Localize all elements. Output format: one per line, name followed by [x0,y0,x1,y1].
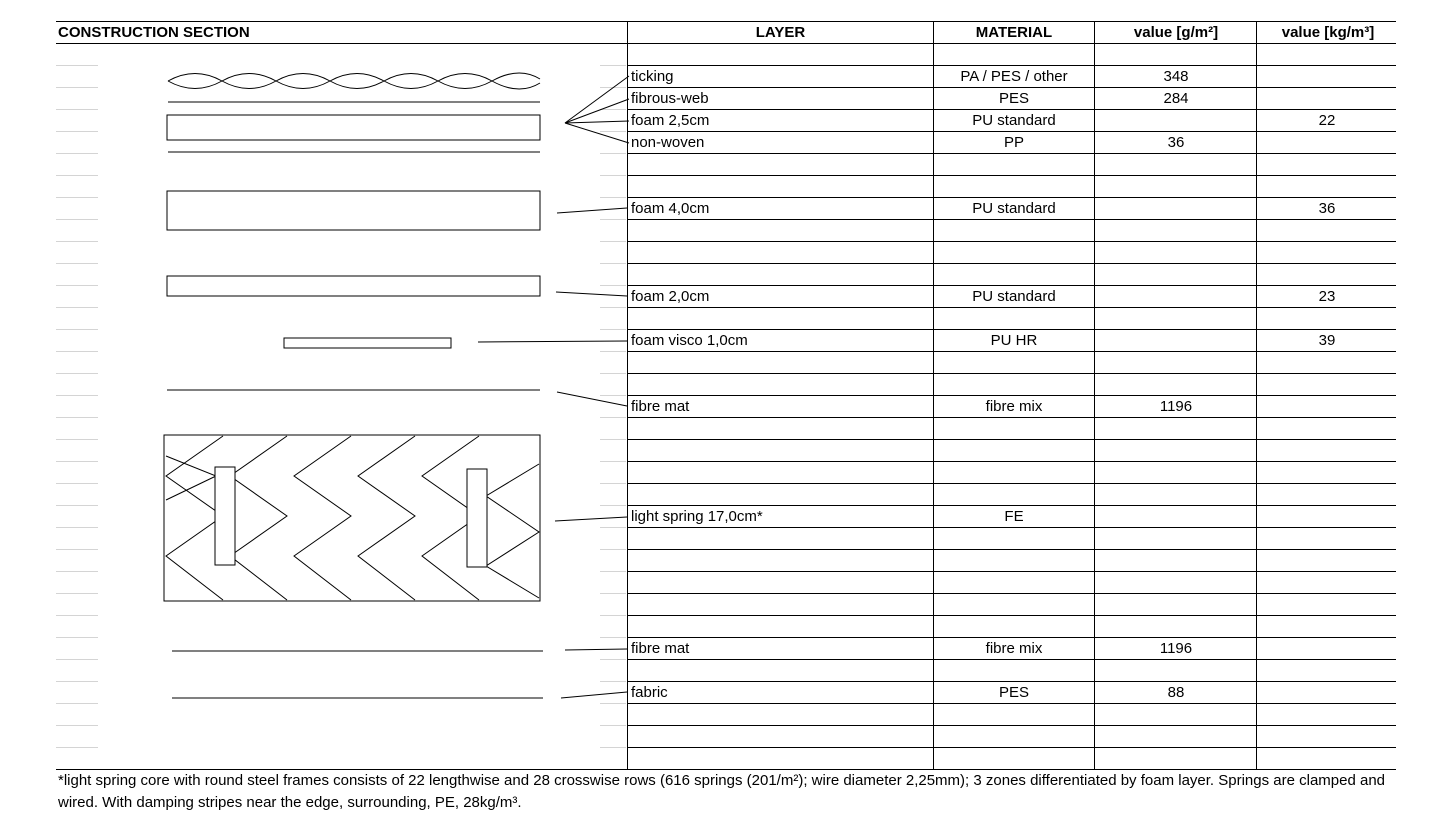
value-kg-cell: 39 [1318,332,1336,349]
leader-fibre-mat-top [557,392,627,406]
leader-light-spring [555,517,627,521]
value-g-cell: 1196 [1159,640,1193,657]
material-cell: PU standard [972,288,1056,305]
material-cell: PA / PES / other [960,68,1068,85]
material-cell: PU standard [972,112,1056,129]
value-g-cell [1095,286,1257,308]
value-g-cell: 88 [1167,684,1185,701]
foam-2-5-block [167,115,540,140]
value-kg-cell: 36 [1318,200,1336,217]
layer-column-header: LAYER [755,24,806,41]
value-kg-cell: 22 [1318,112,1336,129]
value-g-column-header: value [g/m²] [1133,24,1219,41]
edge-damping-stripe-right [467,469,487,567]
value-kg-column-header: value [kg/m³] [1281,24,1375,41]
material-cell: PU HR [990,332,1038,349]
material-cell: fibre mix [985,398,1043,415]
layer-cell: fibre mat [631,640,690,657]
layer-cell: fibre mat [631,398,690,415]
value-kg-cell [1258,66,1396,88]
layer-cell: fibrous-web [631,90,709,107]
spring-zigzag-6 [486,464,539,598]
material-cell: PES [998,90,1029,107]
leader-fabric [561,692,627,698]
value-g-cell [1095,330,1257,352]
leader-foam-2-0 [556,292,627,296]
value-g-cell: 348 [1163,68,1189,85]
construction-section-title: CONSTRUCTION SECTION [58,24,250,41]
value-kg-cell [1258,506,1396,528]
value-kg-cell [1258,638,1396,660]
layer-cell: fabric [631,684,668,701]
layer-cell: foam 2,0cm [631,288,710,305]
value-g-cell [1095,198,1257,220]
material-cell: PES [998,684,1029,701]
leader-foam-visco [478,341,627,342]
material-column-header: MATERIAL [975,24,1053,41]
material-cell: FE [1004,508,1024,525]
faint-gridlines [56,66,626,748]
leader-fibrous-web [565,99,629,123]
layer-cell: light spring 17,0cm* [631,508,763,525]
value-kg-cell: 23 [1318,288,1336,305]
leader-foam-4-0 [557,208,627,213]
footnote: *light spring core with round steel frames consists of 22 lengthwise and 28 crosswise rows (616 springs (201/m²); wire diameter 2,25mm); 3 zones differentiated by foam layer. Springs are clamped and wired. With damping stripes near the edge, surrounding, PE, 28kg/m³. [58,772,1386,811]
spring-zigzag-4 [358,436,415,600]
value-kg-cell [1258,396,1396,418]
layer-cell: non-woven [631,134,705,151]
value-g-cell: 284 [1163,90,1189,107]
layer-cell: ticking [631,68,674,85]
leader-ticking [565,76,629,123]
layer-cell: foam 2,5cm [631,112,710,129]
foam-visco-block [284,338,451,348]
leader-foam-2-5 [565,121,629,123]
value-g-cell [1095,506,1257,528]
value-g-cell: 36 [1167,134,1185,151]
foam-4-0-block [167,191,540,230]
material-cell: PU standard [972,200,1056,217]
material-cell: fibre mix [985,640,1043,657]
value-kg-cell [1258,682,1396,704]
material-cell: PP [1003,134,1024,151]
spring-zigzag-2 [230,436,287,600]
layer-cell: foam 4,0cm [631,200,710,217]
leader-non-woven [565,123,629,143]
edge-damping-stripe-left [215,467,235,565]
ticking-wave-shape [168,73,540,89]
construction-drawing [164,73,629,698]
value-kg-cell [1258,88,1396,110]
layer-cell: foam visco 1,0cm [631,332,748,349]
spring-zigzag-3 [294,436,351,600]
leader-fibre-mat-bottom [565,649,627,650]
spring-zigzag-1 [166,436,223,600]
value-g-cell [1095,110,1257,132]
foam-2-0-block [167,276,540,296]
value-g-cell: 1196 [1159,398,1193,415]
value-kg-cell [1258,132,1396,154]
